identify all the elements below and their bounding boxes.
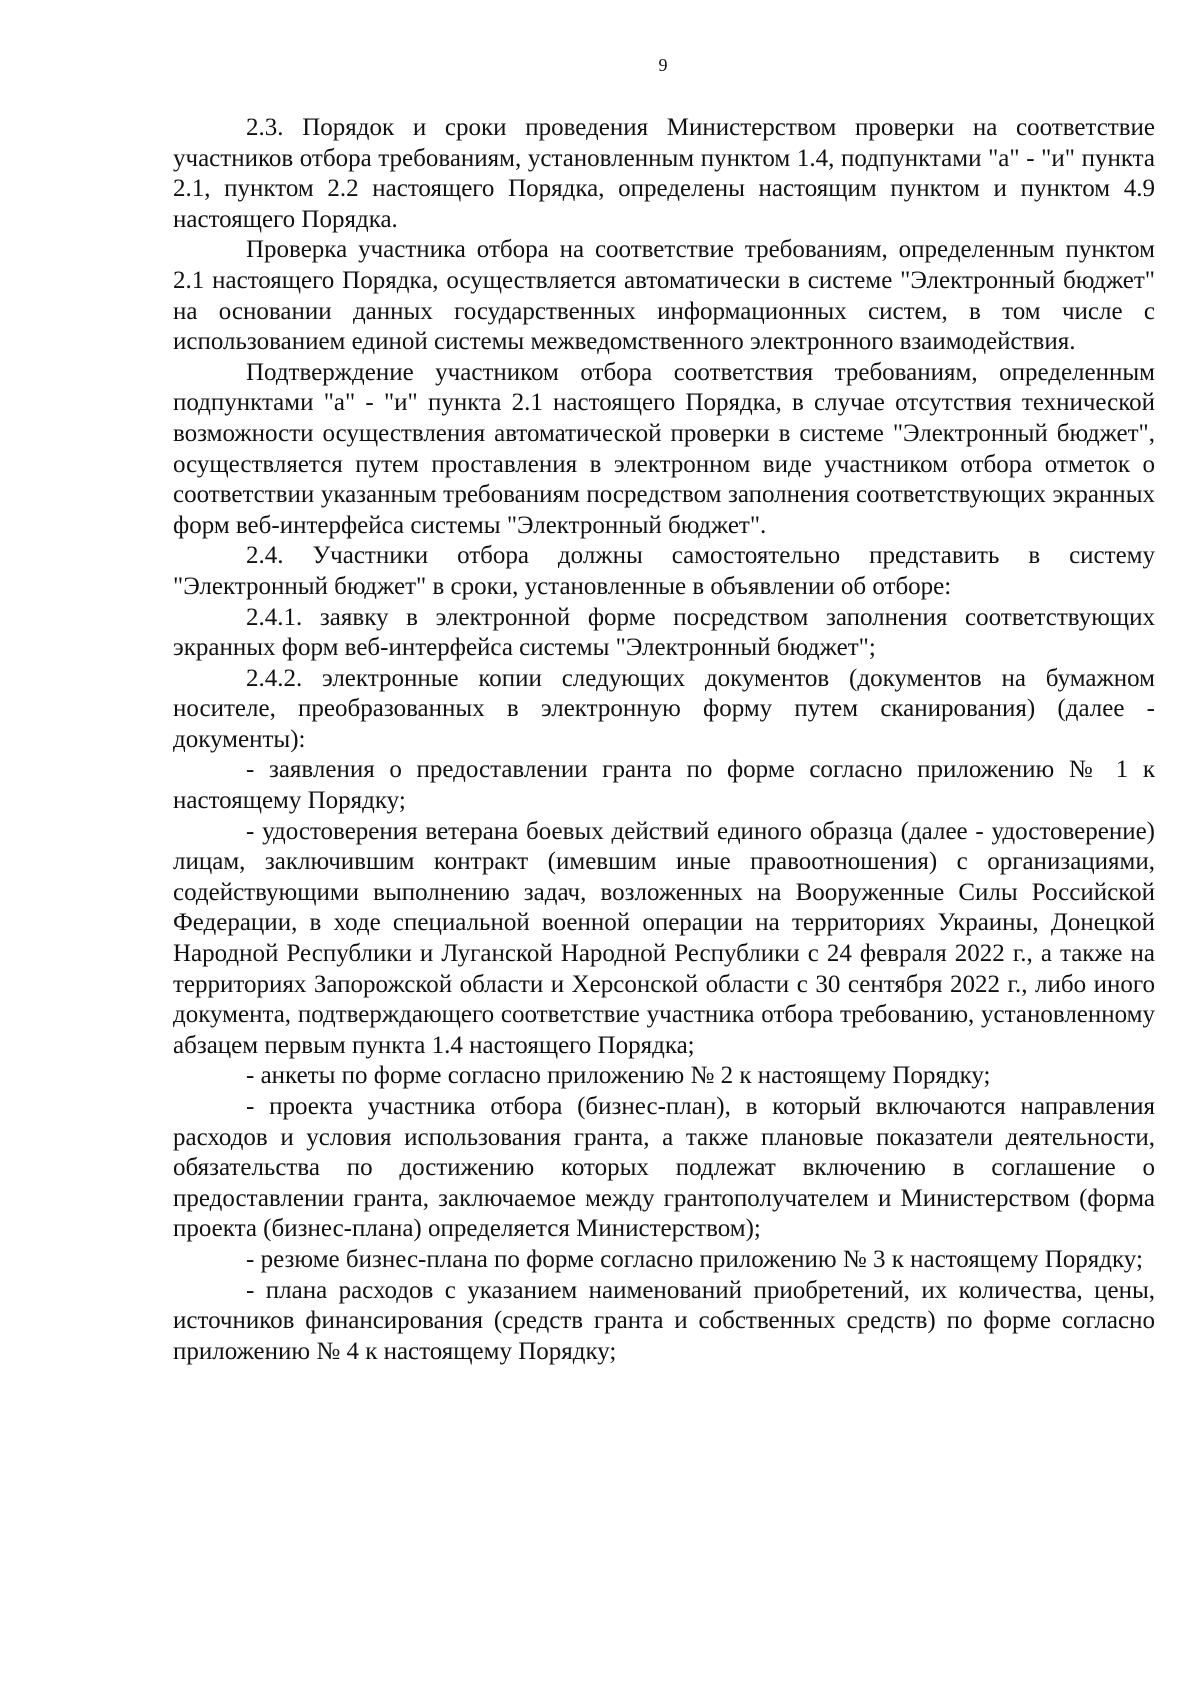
- paragraph-2-4-2: 2.4.2. электронные копии следующих документов (документов на бумажном носителе, преобразованных в электронную форму путем сканирования) (далее - документы):: [173, 664, 1155, 753]
- list-item-certificate: - удостоверения ветерана боевых действий единого образца (далее - удостоверение) лицам, заключившим контракт (имевшим иные правоотношения) с организациями, содействующими выполнению задач, возложенных на Вооруженные Силы Российской Федерации, в ходе специальной военной операции на территориях Украины, Донецкой Народной Республики и Луганской Народной Республики с 24 февраля 2022 г., а также на территориях Запорожской области и Херсонской области с 30 сентября 2022 г., либо иного документа, подтверждающего соответствие участника отбора требованию, установленному абзацем первым пункта 1.4 настоящего Порядка;: [173, 817, 1155, 1059]
- page-number: 9: [658, 55, 668, 75]
- paragraph-2-3: 2.3. Порядок и сроки проведения Министерством проверки на соответствие участников отбора требованиям, установленным пунктом 1.4, подпунктами "а" - "и" пункта 2.1, пунктом 2.2 настоящего Порядка, определены настоящим пунктом и пунктом 4.9 настоящего Порядка.: [173, 114, 1155, 233]
- list-item-business-plan-summary: - резюме бизнес-плана по форме согласно приложению № 3 к настоящему Порядку;: [246, 1245, 1143, 1273]
- document-body: [173, 113, 1155, 1367]
- paragraph-2-4: 2.4. Участники отбора должны самостоятельно представить в систему "Электронный бюджет" в сроки, установленные в объявлении об отборе:: [173, 542, 1155, 600]
- list-item-expense-plan: - плана расходов с указанием наименований приобретений, их количества, цены, источников финансирования (средств гранта и собственных средств) по форме согласно приложению № 4 к настоящему Порядку;: [173, 1276, 1155, 1365]
- paragraph-automatic-check: Проверка участника отбора на соответствие требованиям, определенным пунктом 2.1 настоящего Порядка, осуществляется автоматически в системе "Электронный бюджет" на основании данных государственных информационных систем, в том числе с использованием единой системы межведомственного электронного взаимодействия.: [173, 236, 1155, 356]
- list-item-questionnaire: - анкеты по форме согласно приложению № 2 к настоящему Порядку;: [246, 1062, 991, 1090]
- paragraph-manual-confirmation: Подтверждение участником отбора соответствия требованиям, определенным подпунктами "а" - "и" пункта 2.1 настоящего Порядка, в случае отсутствия технической возможности осуществления автоматической проверки в системе "Электронный бюджет", осуществляется путем проставления в электронном виде участником отбора отметок о соответствии указанным требованиям посредством заполнения соответствующих экранных форм веб-интерфейса системы "Электронный бюджет".: [173, 358, 1155, 539]
- list-item-business-plan: - проекта участника отбора (бизнес-план), в который включаются направления расходов и условия использования гранта, а также плановые показатели деятельности, обязательства по достижению которых подлежат включению в соглашение о предоставлении гранта, заключаемое между грантополучателем и Министерством (форма проекта (бизнес-плана) определяется Министерством);: [173, 1093, 1155, 1243]
- paragraph-2-4-1: 2.4.1. заявку в электронной форме посредством заполнения соответствующих экранных форм веб-интерфейса системы "Электронный бюджет";: [173, 603, 1155, 662]
- list-item-application: - заявления о предоставлении гранта по форме согласно приложению № 1 к настоящему Порядку;: [173, 756, 1155, 815]
